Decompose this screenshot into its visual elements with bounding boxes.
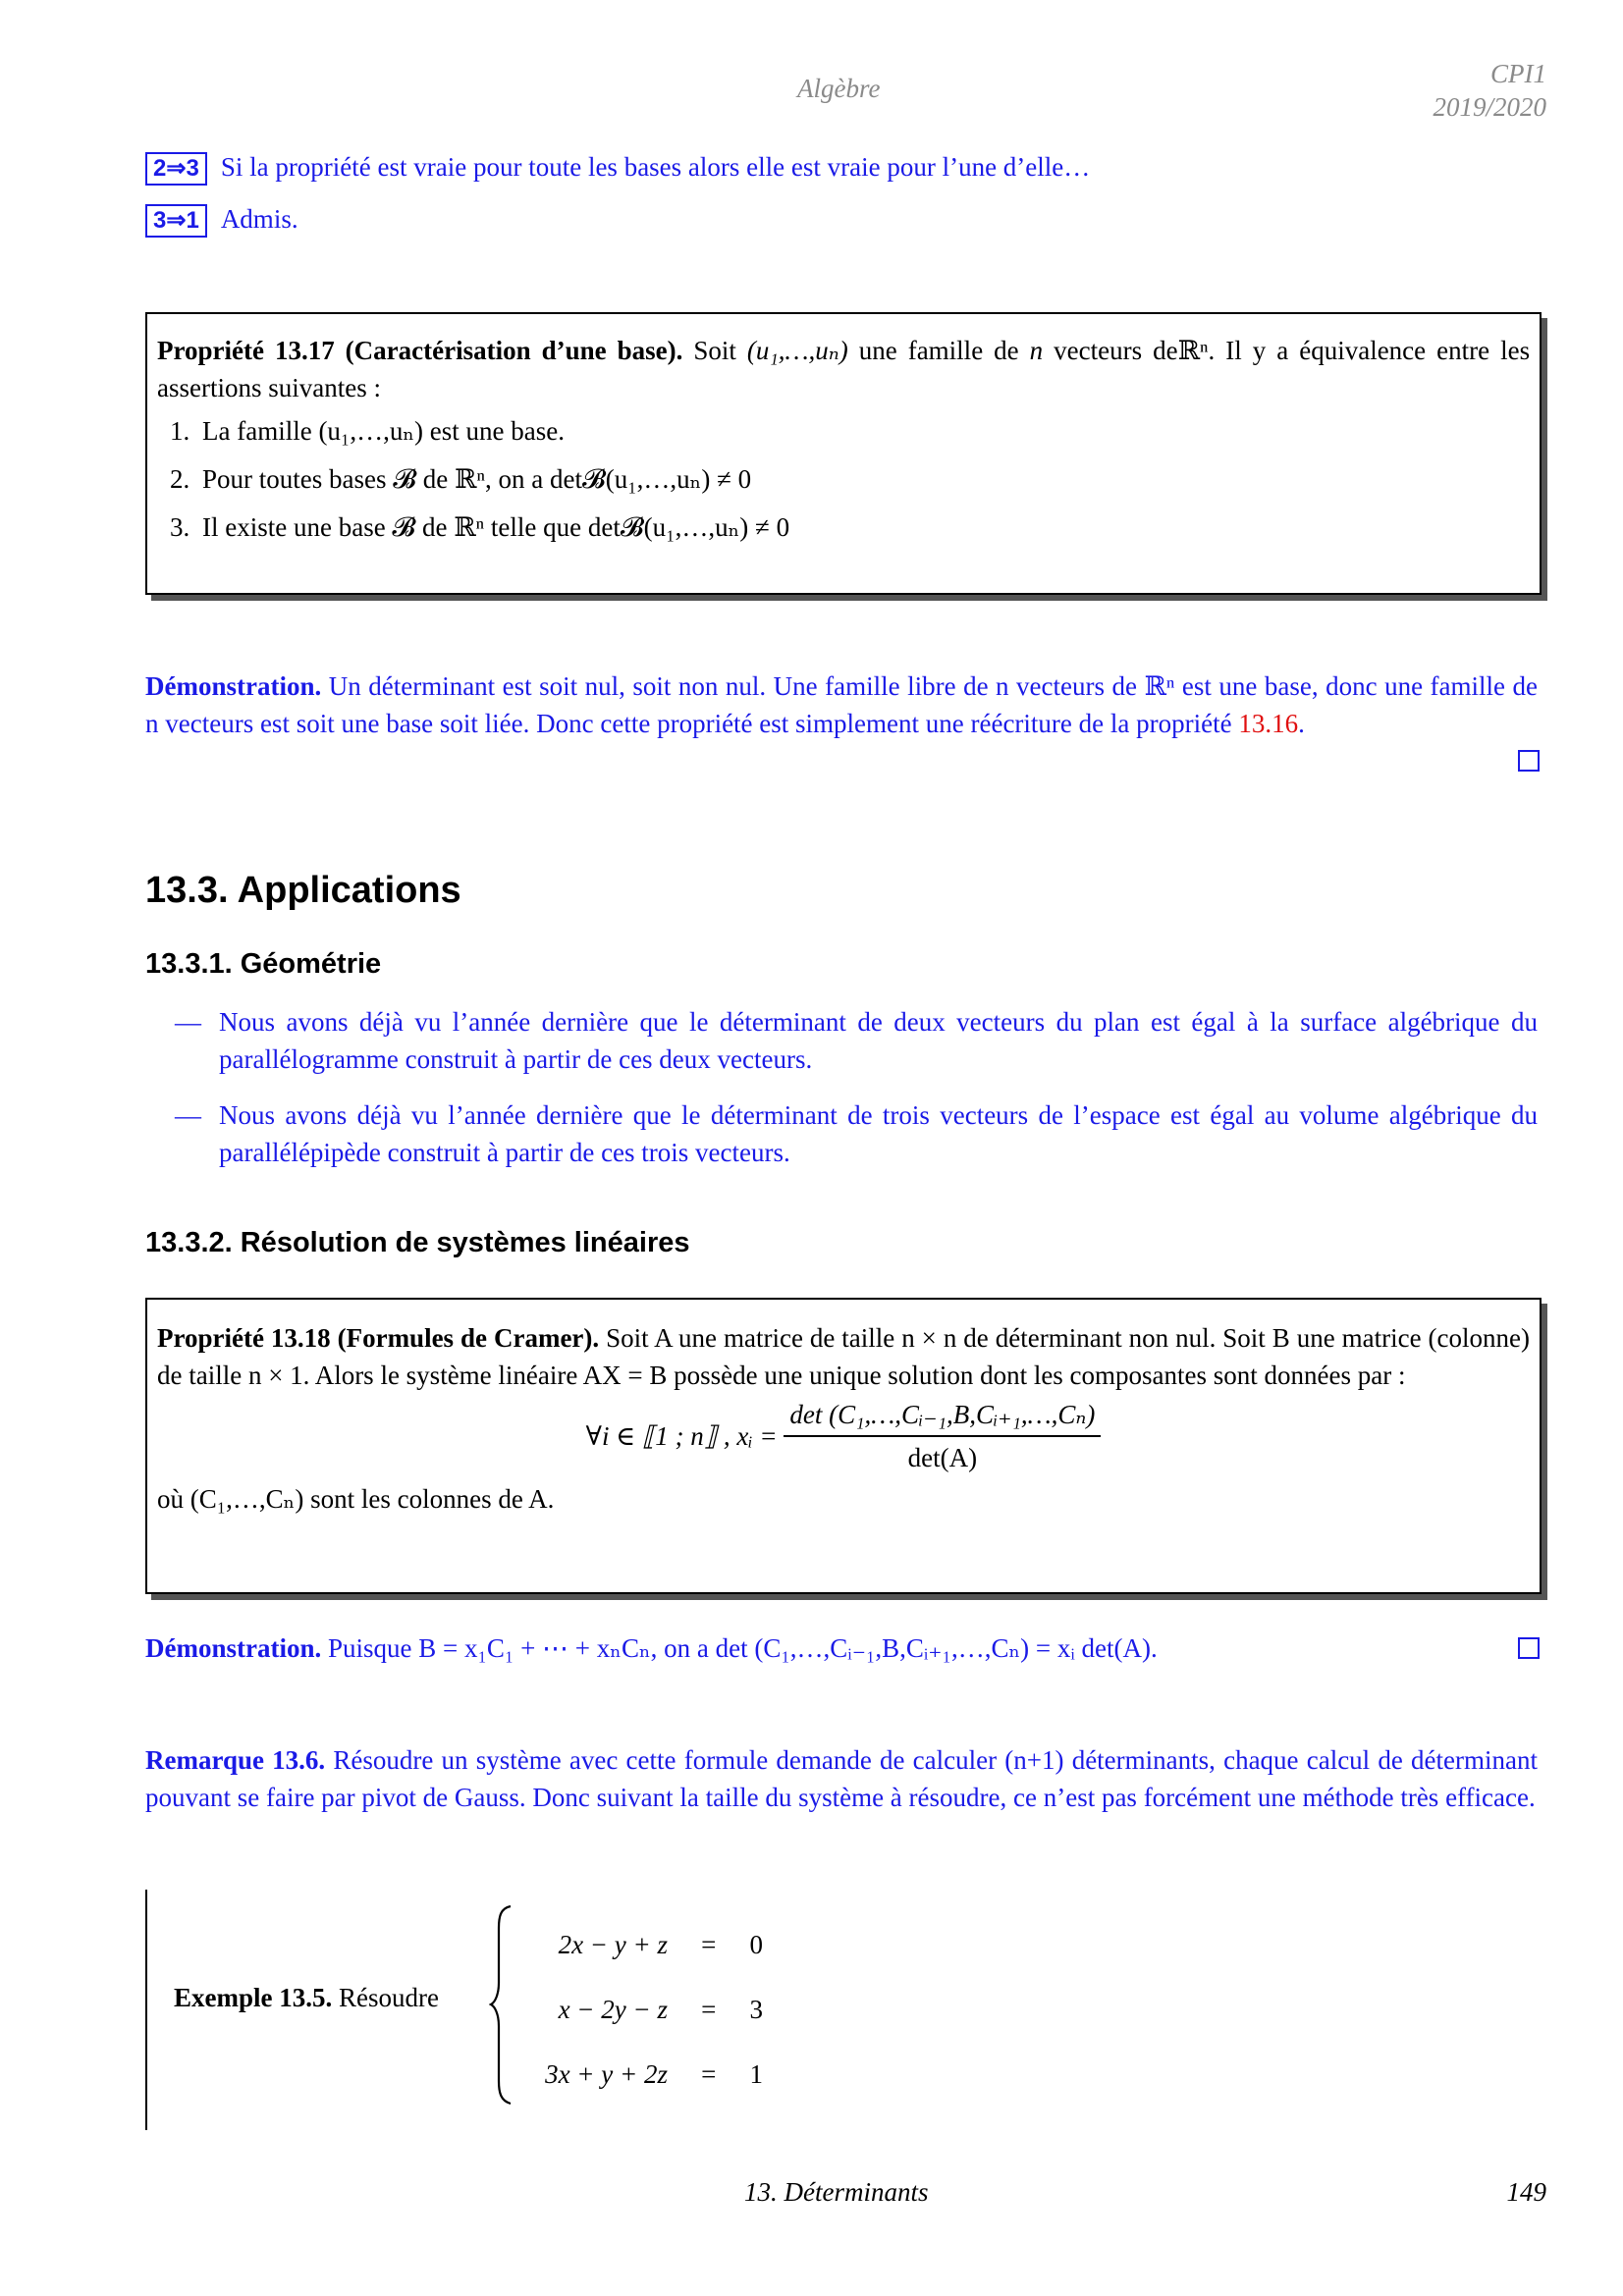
property-text: Soit A une matrice de taille n × n de déterminant non nul. Soit B une matrice (colonne) de taille n × 1. Alors le système linéaire AX = B possède une unique solution dont les composantes sont données par :: [157, 1323, 1531, 1390]
formula-denominator: det(A): [907, 1443, 978, 1472]
implication-tag: 3⇒1: [145, 204, 207, 238]
equation-rhs: 1: [749, 2059, 763, 2089]
property-box-13-17: [145, 312, 1542, 595]
list-item: 3. Il existe une base 𝓑 de ℝⁿ telle que det𝓑(u₁,…,uₙ) ≠ 0: [196, 508, 1530, 546]
list-item: 2. Pour toutes bases 𝓑 de ℝⁿ, on a det𝓑(u₁,…,uₙ) ≠ 0: [196, 460, 1530, 498]
subsection-title-geometry: 13.3.1. Géométrie: [145, 948, 382, 980]
implication-row: [145, 150, 1090, 186]
demonstration-end: .: [1298, 709, 1305, 738]
example-margin-bar: [145, 1890, 147, 2130]
equation-equals: =: [701, 2059, 717, 2089]
qed-icon: [1518, 750, 1540, 776]
section-title: 13.3. Applications: [145, 870, 461, 911]
system-row: [520, 2042, 785, 2107]
subsection-title-linear-systems: 13.3.2. Résolution de systèmes linéaires: [145, 1227, 690, 1258]
property-reference-link[interactable]: 13.16: [1238, 709, 1299, 738]
example-verb: Résoudre: [339, 1983, 439, 2012]
demonstration-label: Démonstration.: [145, 1633, 322, 1663]
qed-icon: [1518, 1637, 1540, 1664]
implication-row: [145, 202, 298, 238]
implication-text: Admis.: [220, 204, 298, 234]
example-heading: [174, 1983, 439, 2013]
example-label: Exemple 13.5.: [174, 1983, 333, 2012]
demonstration-text: Puisque B = x₁C₁ + ⋯ + xₙCₙ, on a det (C₁,…,Cᵢ₋₁,B,Cᵢ₊₁,…,Cₙ) = xᵢ det(A).: [327, 1633, 1158, 1663]
list-item: — Nous avons déjà vu l’année dernière que le déterminant de trois vecteurs de l’espace est égal au volume algébrique du parallélépipède construit à partir de ces trois vecteurs.: [145, 1096, 1538, 1171]
list-item: 1. La famille (u₁,…,uₙ) est une base.: [196, 412, 1530, 450]
remark-13-6: [145, 1741, 1538, 1816]
linear-system: [520, 1912, 785, 2107]
demonstration-1: [145, 667, 1538, 742]
header-year: 2019/2020: [1433, 92, 1546, 122]
list-item: — Nous avons déjà vu l’année dernière que le déterminant de deux vecteurs du plan est égal à la surface algébrique du parallélogramme construit à partir de ces deux vecteurs.: [145, 1003, 1538, 1078]
assertions-list: [157, 412, 1530, 546]
demonstration-2: [145, 1629, 1500, 1667]
header-course-name: CPI1: [1490, 59, 1546, 88]
property-text: vecteurs de: [1054, 336, 1178, 365]
demonstration-text: Un déterminant est soit nul, soit non nul. Une famille libre de n vecteurs de ℝⁿ est une base, donc une famille de n vecteurs est soit une base soit liée. Donc cette propriété est simplement une réécriture de la propriété: [145, 671, 1538, 738]
property-statement: [157, 332, 1530, 406]
equation-lhs: 2x − y + z: [558, 1930, 668, 1959]
remark-text: Résoudre un système avec cette formule demande de calculer (n+1) déterminants, chaque calcul de déterminant pouvant se faire par pivot de Gauss. Donc suivant la taille du système à résoudre, ce n’est pas forcément une méthode très efficace.: [145, 1745, 1538, 1812]
system-row: [520, 1977, 785, 2042]
property-text: . Il y a équivalence entre les assertions suivantes :: [157, 336, 1531, 402]
header-subject: Algèbre: [797, 74, 881, 103]
implication-text: Si la propriété est vraie pour toute les bases alors elle est vraie pour l’une d’elle…: [220, 152, 1091, 182]
remark-label: Remarque 13.6.: [145, 1745, 326, 1775]
header-course: [1433, 57, 1546, 124]
geometry-bullets: [145, 1003, 1538, 1190]
formula-left: ∀i ∈ ⟦1 ; n⟧ , xᵢ =: [585, 1421, 778, 1451]
math-rn: ℝⁿ: [1177, 336, 1209, 365]
property-title: Propriété 13.18 (Formules de Cramer).: [157, 1323, 600, 1353]
equation-rhs: 3: [749, 1995, 763, 2024]
equation-lhs: x − 2y − z: [558, 1995, 668, 2024]
math-n: n: [1029, 336, 1044, 365]
demonstration-label: Démonstration.: [145, 671, 322, 701]
implication-tag: 2⇒3: [145, 152, 207, 186]
system-row: [520, 1912, 785, 1977]
property-text: une famille de: [858, 336, 1019, 365]
formula-fraction: [784, 1396, 1101, 1476]
property-title: Propriété 13.17 (Caractérisation d’une base).: [157, 336, 683, 365]
equation-equals: =: [701, 1930, 717, 1959]
property-box-13-18: [145, 1298, 1542, 1594]
property-statement: [157, 1319, 1530, 1394]
equation-equals: =: [701, 1995, 717, 2024]
equation-lhs: 3x + y + 2z: [545, 2059, 668, 2089]
footer-chapter: 13. Déterminants: [744, 2177, 929, 2207]
left-brace-icon: [489, 1904, 514, 2106]
property-tail: où (C₁,…,Cₙ) sont les colonnes de A.: [157, 1484, 555, 1514]
equation-rhs: 0: [749, 1930, 763, 1959]
cramer-formula: [157, 1396, 1530, 1476]
property-text: Soit: [693, 336, 736, 365]
formula-numerator: det (C₁,…,Cᵢ₋₁,B,Cᵢ₊₁,…,Cₙ): [784, 1396, 1101, 1437]
math-family: (u₁,…,uₙ): [746, 336, 848, 365]
page-number: 149: [1506, 2177, 1546, 2207]
